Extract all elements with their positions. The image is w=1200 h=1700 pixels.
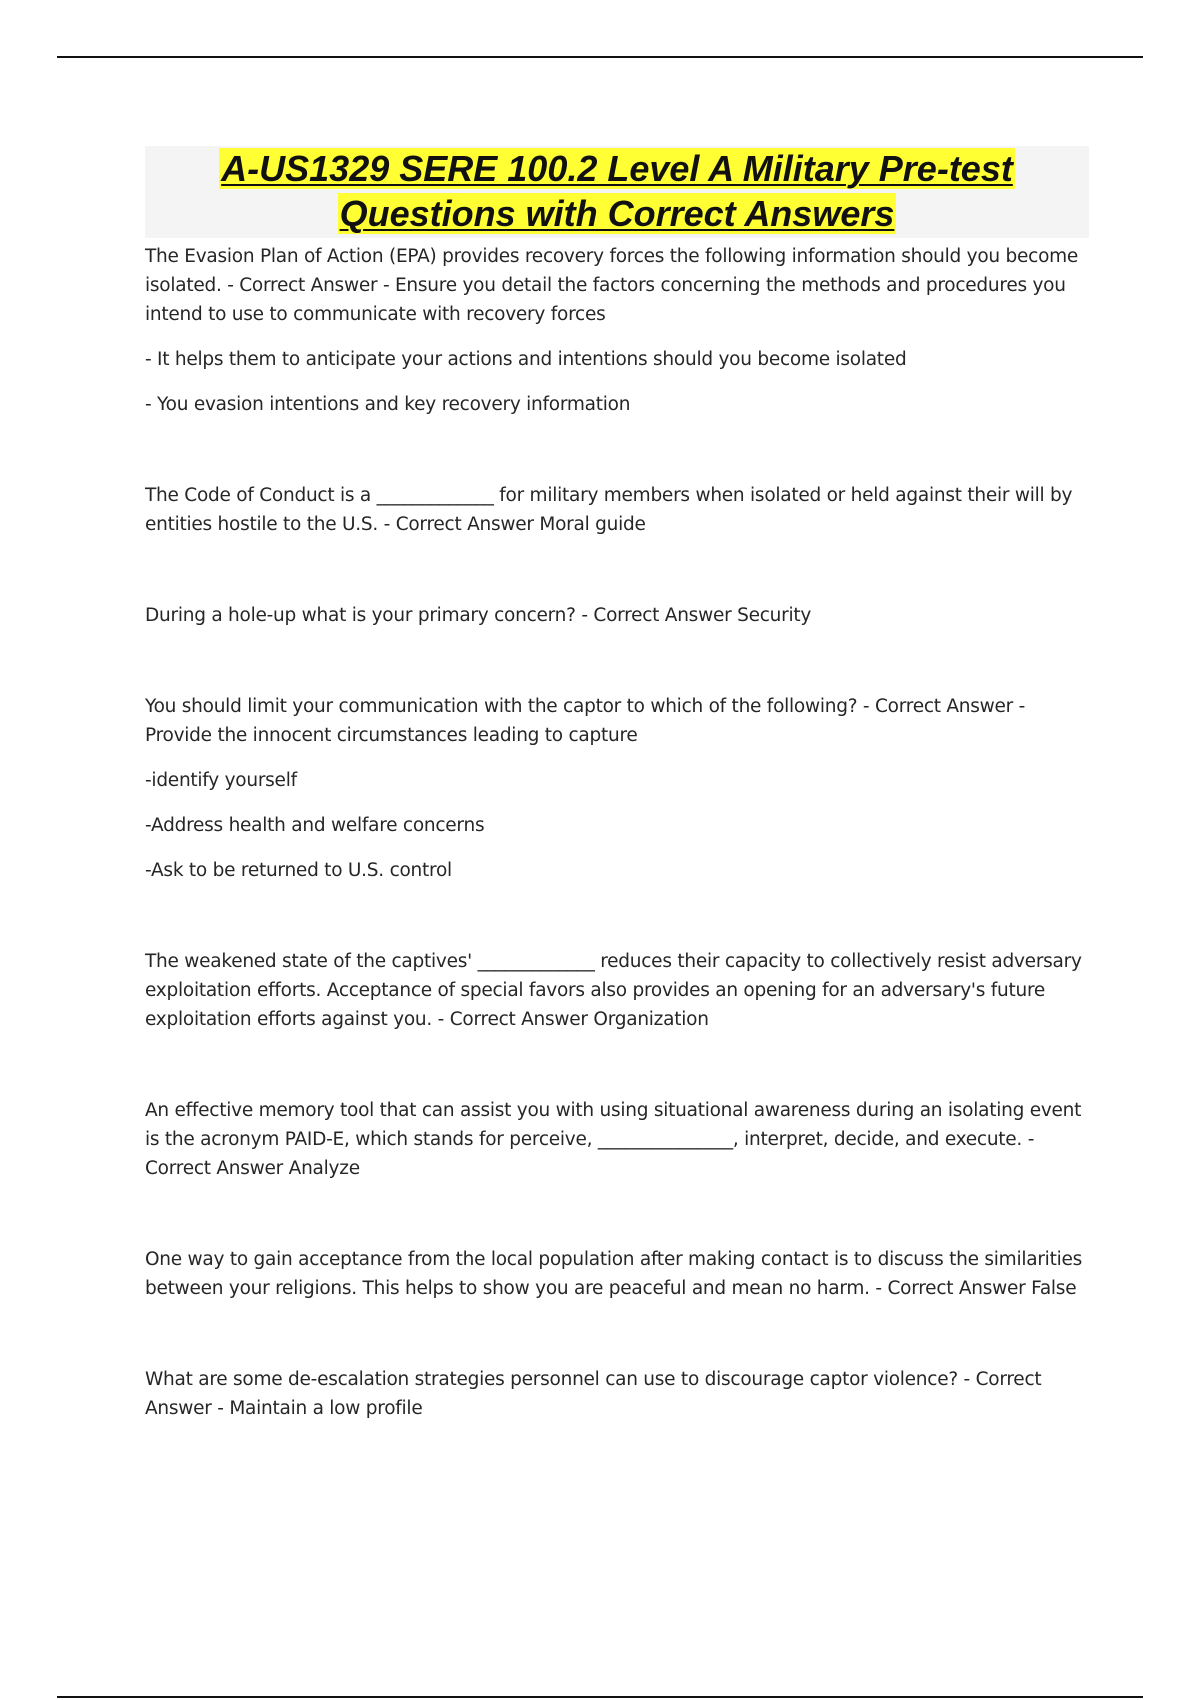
- qa-item-2: [145, 481, 1089, 539]
- answer-bullet: -identify yourself: [145, 770, 297, 791]
- qa-item-1: [145, 242, 1089, 419]
- qa-item-4: [145, 692, 1089, 885]
- document-body: [145, 146, 1089, 1423]
- question-text: An effective memory tool that can assist you with using situational awareness during an isolating event is the acronym PAID-E, which stands for perceive, _______________, interpret, decide, and execute. - Correct Answer Analyze: [145, 1100, 1082, 1179]
- title-line-1: A-US1329 SERE 100.2 Level A Military Pre-test: [221, 148, 1013, 189]
- qa-item-5: [145, 947, 1089, 1034]
- header-rule: [57, 56, 1143, 58]
- question-text: What are some de-escalation strategies personnel can use to discourage captor violence? - Correct Answer - Maintain a low profile: [145, 1369, 1042, 1419]
- answer-bullet: -Ask to be returned to U.S. control: [145, 860, 452, 881]
- question-text: The Evasion Plan of Action (EPA) provides recovery forces the following information should you become isolated. - Correct Answer - Ensure you detail the factors concerning the methods and procedures you intend to use to communicate with recovery forces: [145, 246, 1079, 325]
- answer-bullet: -Address health and welfare concerns: [145, 815, 485, 836]
- document-title: [145, 146, 1089, 238]
- footer-rule: [57, 1696, 1143, 1698]
- question-text: During a hole-up what is your primary concern? - Correct Answer Security: [145, 605, 812, 626]
- answer-bullet: - It helps them to anticipate your actions and intentions should you become isolated: [145, 349, 907, 370]
- question-text: One way to gain acceptance from the local population after making contact is to discuss the similarities between your religions. This helps to show you are peaceful and mean no harm. - Correct Answer False: [145, 1249, 1082, 1299]
- answer-bullet: - You evasion intentions and key recovery information: [145, 394, 631, 415]
- qa-item-7: [145, 1245, 1089, 1303]
- qa-item-8: [145, 1365, 1089, 1423]
- qa-item-6: [145, 1096, 1089, 1183]
- question-text: The weakened state of the captives' _____________ reduces their capacity to collectively resist adversary exploitation efforts. Acceptance of special favors also provides an opening for an adversary's future exploitation efforts against you. - Correct Answer Organization: [145, 951, 1082, 1030]
- question-text: You should limit your communication with the captor to which of the following? - Correct Answer - Provide the innocent circumstances leading to capture: [145, 696, 1026, 746]
- title-line-2: Questions with Correct Answers: [339, 193, 895, 234]
- question-text: The Code of Conduct is a _____________ for military members when isolated or held against their will by entities hostile to the U.S. - Correct Answer Moral guide: [145, 485, 1073, 535]
- qa-item-3: [145, 601, 1089, 630]
